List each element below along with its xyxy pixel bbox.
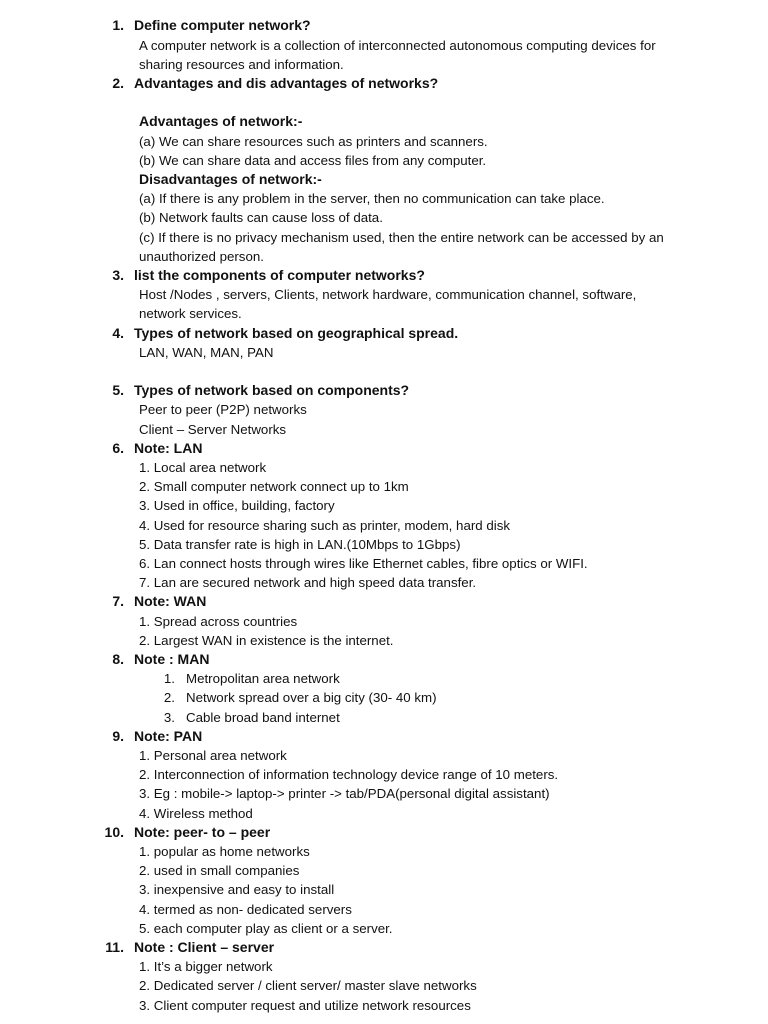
question-title: list the components of computer networks? [134, 267, 425, 283]
question-number: 11. [105, 939, 124, 955]
list-item: 5. each computer play as client or a server. [139, 921, 393, 936]
question-number: 3. [112, 267, 124, 283]
question-title: Types of network based on components? [134, 382, 410, 398]
question-title: Types of network based on geographical spread. [134, 325, 459, 341]
list-item: 1. It’s a bigger network [139, 959, 273, 974]
question-title: Define computer network? [134, 17, 311, 33]
question-number: 7. [112, 593, 124, 609]
list-number: 3. [163, 710, 175, 725]
list-item: 1. Local area network [139, 460, 267, 475]
list-item: 3. inexpensive and easy to install [139, 882, 335, 897]
answer-line: Client – Server Networks [139, 422, 287, 437]
section-heading: Disadvantages of network:- [139, 171, 322, 187]
list-item: 2. Interconnection of information technology device range of 10 meters. [139, 767, 559, 782]
answer-line: LAN, WAN, MAN, PAN [139, 345, 274, 360]
question-title: Note : Client – server [134, 939, 275, 955]
question-title: Note: WAN [134, 593, 207, 609]
question-title: Note: LAN [134, 440, 203, 456]
question-number: 8. [112, 651, 124, 667]
list-item: Metropolitan area network [186, 671, 340, 686]
list-item: 3. Used in office, building, factory [139, 498, 335, 513]
list-item: 1. Personal area network [139, 748, 287, 763]
answer-line: (b) We can share data and access files from any computer. [139, 153, 487, 168]
list-item: 7. Lan are secured network and high speed data transfer. [139, 575, 477, 590]
list-item: 3. Client computer request and utilize network resources [139, 998, 471, 1013]
section-heading: Advantages of network:- [139, 113, 303, 129]
question-number: 2. [112, 75, 124, 91]
list-item: 2. Largest WAN in existence is the internet. [139, 633, 394, 648]
list-item: Network spread over a big city (30- 40 km) [186, 690, 437, 705]
answer-line: unauthorized person. [139, 249, 264, 264]
question-number: 9. [112, 728, 124, 744]
list-item: 1. Spread across countries [139, 614, 298, 629]
list-item: 4. Wireless method [139, 806, 253, 821]
list-item: 2. Small computer network connect up to 1km [139, 479, 409, 494]
list-item: 3. Eg : mobile-> laptop-> printer -> tab/PDA(personal digital assistant) [139, 786, 550, 801]
list-item: 4. Used for resource sharing such as printer, modem, hard disk [139, 518, 511, 533]
list-item: 2. used in small companies [139, 863, 300, 878]
question-title: Note: peer- to – peer [134, 824, 271, 840]
list-item: Cable broad band internet [186, 710, 340, 725]
question-title: Note: PAN [134, 728, 203, 744]
list-item: 2. Dedicated server / client server/ master slave networks [139, 978, 477, 993]
question-number: 5. [112, 382, 124, 398]
question-number: 10. [104, 824, 124, 840]
question-number: 6. [112, 440, 124, 456]
question-title: Advantages and dis advantages of networks? [134, 75, 439, 91]
list-item: 4. termed as non- dedicated servers [139, 902, 352, 917]
answer-line: Peer to peer (P2P) networks [139, 402, 307, 417]
list-item: 6. Lan connect hosts through wires like Ethernet cables, fibre optics or WIFI. [139, 556, 588, 571]
answer-line: (a) If there is any problem in the server, then no communication can take place. [139, 191, 605, 206]
list-number: 1. [163, 671, 175, 686]
answer-line: Host /Nodes , servers, Clients, network hardware, communication channel, software, [139, 287, 637, 302]
answer-line: (b) Network faults can cause loss of data. [139, 210, 383, 225]
question-title: Note : MAN [134, 651, 210, 667]
answer-line: (a) We can share resources such as printers and scanners. [139, 134, 488, 149]
question-number: 4. [112, 325, 124, 341]
list-number: 2. [163, 690, 175, 705]
answer-line: A computer network is a collection of interconnected autonomous computing devices for [139, 38, 656, 53]
answer-line: sharing resources and information. [139, 57, 344, 72]
list-item: 5. Data transfer rate is high in LAN.(10Mbps to 1Gbps) [139, 537, 461, 552]
answer-line: (c) If there is no privacy mechanism used, then the entire network can be accessed by an [139, 230, 664, 245]
question-number: 1. [112, 17, 124, 33]
list-item: 1. popular as home networks [139, 844, 310, 859]
answer-line: network services. [139, 306, 242, 321]
